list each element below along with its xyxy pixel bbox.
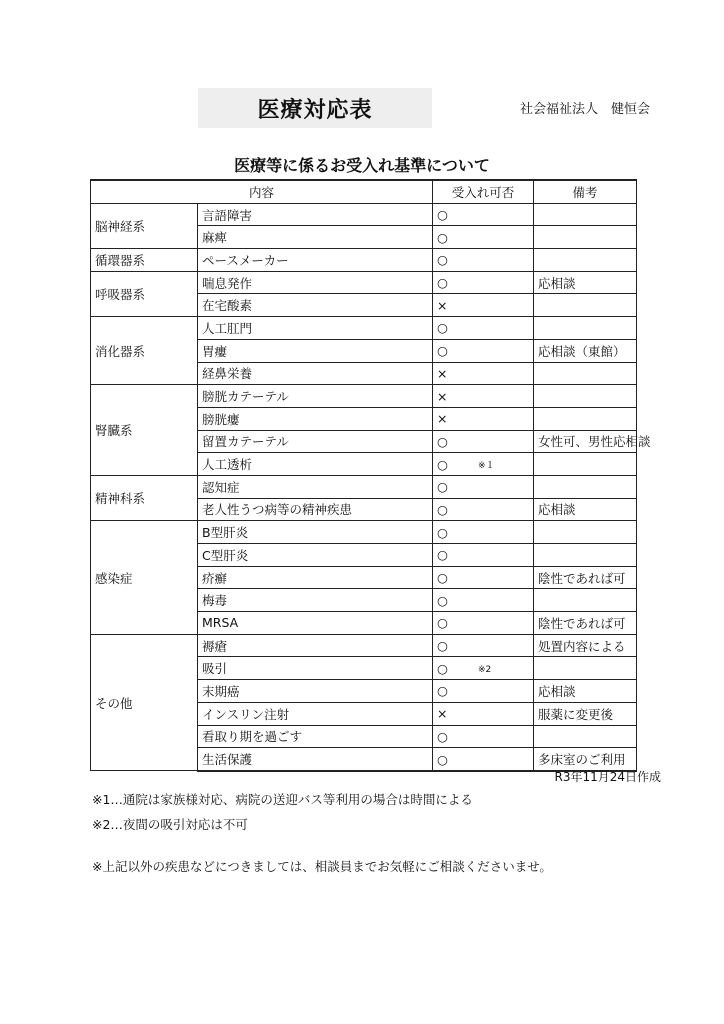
acceptance-cell [433,725,534,748]
header-content: 内容 [91,180,433,203]
item-cell: ペースメーカー [198,249,433,272]
acceptance-cell [433,385,534,408]
category-cell: その他 [91,634,198,771]
item-cell: 留置カテーテル [198,430,433,453]
item-cell: 胃瘻 [198,339,433,362]
acceptance-mark: ○ [437,207,448,223]
acceptance-cell [433,453,534,476]
item-cell: 老人性うつ病等の精神疾患 [198,498,433,521]
item-cell: 麻痺 [198,226,433,249]
acceptance-mark: × [437,297,448,313]
category-cell: 脳神経系 [91,203,198,248]
acceptance-mark: ○ [437,751,448,767]
acceptance-cell [433,589,534,612]
acceptance-cell [433,226,534,249]
item-cell: 膀胱カテーテル [198,385,433,408]
organization-name: 社会福祉法人 健恒会 [520,102,651,117]
table-row [91,249,637,272]
general-note: ※上記以外の疾患などにつきましては、相談員までお気軽にご相談くださいませ。 [92,859,552,874]
page-title: 医療対応表 [257,97,373,123]
remarks-cell [534,589,637,612]
category-cell: 感染症 [91,521,198,634]
acceptance-cell [433,702,534,725]
acceptance-mark: ○ [437,343,448,359]
acceptance-mark: × [437,365,448,381]
remarks-cell: 応相談（東館） [534,339,637,362]
acceptance-mark: ○ [437,433,448,449]
document-subtitle: 医療等に係るお受入れ基準について [234,156,490,175]
acceptance-cell [433,339,534,362]
acceptance-mark: × [437,388,448,404]
title-box [198,88,432,128]
header-acceptance: 受入れ可否 [433,180,534,203]
acceptance-mark: ○ [437,570,448,586]
acceptance-cell [433,612,534,635]
footnote-ref: ※2 [477,664,492,675]
created-date: R3年11月24日作成 [554,770,661,784]
remarks-cell: 陰性であれば可 [534,566,637,589]
item-cell: 看取り期を過ごす [198,725,433,748]
item-cell: 人工肛門 [198,317,433,340]
footnote-ref: ※１ [477,460,495,471]
item-cell: 喘息発作 [198,271,433,294]
item-cell: 末期癌 [198,680,433,703]
category-cell: 循環器系 [91,249,198,272]
header-remarks: 備考 [534,180,637,203]
remarks-cell [534,249,637,272]
remarks-cell: 処置内容による [534,634,637,657]
category-cell: 消化器系 [91,317,198,385]
item-cell: 在宅酸素 [198,294,433,317]
acceptance-cell [433,362,534,385]
remarks-cell: 陰性であれば可 [534,612,637,635]
acceptance-cell [433,249,534,272]
remarks-cell [534,294,637,317]
table-row [91,521,637,544]
acceptance-cell [433,680,534,703]
acceptance-cell [433,498,534,521]
remarks-cell [534,521,637,544]
acceptance-mark: ○ [437,660,448,676]
remarks-cell [534,544,637,567]
acceptance-mark: ○ [437,615,448,631]
item-cell: 膀胱瘻 [198,407,433,430]
acceptance-cell [433,521,534,544]
item-cell: C型肝炎 [198,544,433,567]
acceptance-mark: ○ [437,501,448,517]
remarks-cell [534,362,637,385]
item-cell: MRSA [198,612,433,635]
acceptance-mark: ○ [437,456,448,472]
acceptance-mark: ○ [437,592,448,608]
remarks-cell: 応相談 [534,680,637,703]
item-cell: 吸引 [198,657,433,680]
acceptance-cell [433,430,534,453]
acceptance-mark: ○ [437,547,448,563]
item-cell: 褥瘡 [198,634,433,657]
item-cell: 梅毒 [198,589,433,612]
acceptance-cell [433,203,534,226]
footnote-2: ※2…夜間の吸引対応は不可 [92,817,248,832]
medical-acceptance-table [90,179,651,772]
category-cell: 腎臓系 [91,385,198,476]
item-cell: 言語障害 [198,203,433,226]
remarks-cell: 多床室のご利用 [534,748,637,771]
acceptance-mark: ○ [437,683,448,699]
table-row [91,475,637,498]
remarks-cell [534,317,637,340]
remarks-cell: 応相談 [534,498,637,521]
remarks-cell [534,407,637,430]
remarks-cell [534,203,637,226]
acceptance-mark: ○ [437,524,448,540]
remarks-cell [534,657,637,680]
table-row [91,203,637,226]
item-cell: インスリン注射 [198,702,433,725]
acceptance-mark: ○ [437,638,448,654]
acceptance-cell [433,407,534,430]
acceptance-mark: ○ [437,275,448,291]
item-cell: 疥癬 [198,566,433,589]
remarks-cell [534,475,637,498]
item-cell: B型肝炎 [198,521,433,544]
acceptance-mark: ○ [437,728,448,744]
acceptance-cell [433,317,534,340]
acceptance-cell [433,475,534,498]
acceptance-cell [433,634,534,657]
remarks-cell [534,226,637,249]
acceptance-cell [433,271,534,294]
item-cell: 生活保護 [198,748,433,771]
acceptance-cell [433,657,534,680]
category-cell: 精神科系 [91,475,198,520]
acceptance-mark: ○ [437,229,448,245]
remarks-cell: 応相談 [534,271,637,294]
item-cell: 人工透析 [198,453,433,476]
item-cell: 経鼻栄養 [198,362,433,385]
remarks-cell [534,725,637,748]
table-row [91,634,637,657]
remarks-cell: 女性可、男性応相談 [534,430,637,453]
acceptance-cell [433,544,534,567]
table-row [91,317,637,340]
table-row [91,385,637,408]
footnote-1: ※1…通院は家族様対応、病院の送迎バス等利用の場合は時間による [92,792,473,807]
remarks-cell: 服薬に変更後 [534,702,637,725]
acceptance-mark: × [437,706,448,722]
remarks-cell [534,453,637,476]
acceptance-mark: ○ [437,252,448,268]
acceptance-mark: × [437,411,448,427]
acceptance-cell [433,294,534,317]
acceptance-mark: ○ [437,320,448,336]
item-cell: 認知症 [198,475,433,498]
category-cell: 呼吸器系 [91,271,198,316]
acceptance-cell [433,566,534,589]
remarks-cell [534,385,637,408]
acceptance-mark: ○ [437,479,448,495]
table-row [91,271,637,294]
